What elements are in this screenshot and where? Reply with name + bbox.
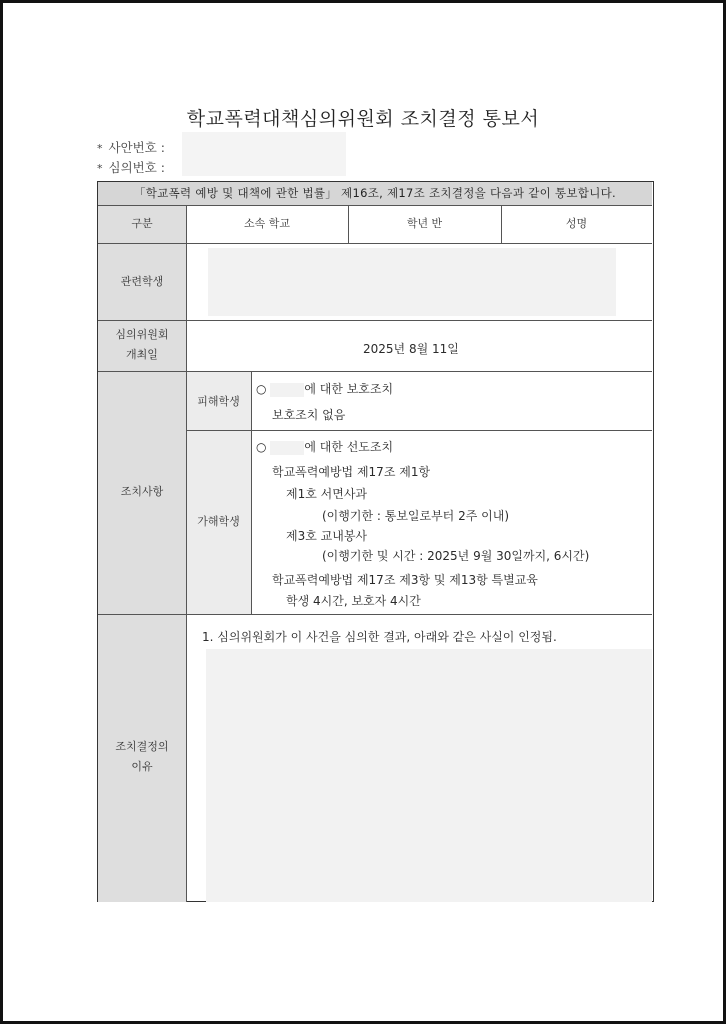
item-1-deadline: (이행기한 : 통보일로부터 2주 이내) [322, 509, 509, 523]
redacted-case-numbers [182, 132, 346, 176]
col-category: 구분 [131, 217, 153, 230]
redacted-victim-name [270, 383, 304, 397]
item-1: 제1호 서면사과 [286, 487, 368, 501]
case-number-row [97, 138, 165, 156]
victim-label: 피해학생 [197, 395, 240, 408]
row-students-label: 관련학생 [120, 275, 164, 288]
hearing-number-label: 심의번호 : [108, 160, 165, 175]
row-meeting-label-line1: 심의위원회 [115, 328, 169, 341]
case-number-label: 사안번호 : [108, 140, 165, 155]
col-grade-class: 학년 반 [406, 217, 443, 230]
document-title: 학교폭력대책심의위원회 조치결정 통보서 [186, 108, 540, 130]
row-reason-label-line2: 이유 [131, 760, 153, 773]
bullet-icon: * [97, 162, 103, 175]
notice-header: 「학교폭력 예방 및 대책에 관한 법률」 제16조, 제17조 조치결정을 다음과 같이 통보합니다. [98, 182, 652, 205]
redacted-reason-body [206, 649, 652, 902]
label-column-shade [98, 206, 186, 902]
redacted-student-info [208, 248, 616, 316]
offender-label: 가해학생 [197, 515, 240, 528]
offender-heading: 에 대한 선도조치 [304, 440, 394, 454]
col-school: 소속 학교 [243, 217, 290, 230]
redacted-offender-name [270, 441, 304, 455]
law-ref-1: 학교폭력예방법 제17조 제1항 [272, 465, 431, 479]
reason-intro: 1. 심의위원회가 이 사건을 심의한 결과, 아래와 같은 사실이 인정됨. [202, 630, 557, 644]
item-3: 제3호 교내봉사 [286, 529, 368, 543]
row-measures-label: 조치사항 [120, 485, 164, 498]
row-reason-label [98, 737, 186, 777]
meeting-date: 2025년 8월 11일 [363, 342, 459, 356]
row-reason-label-line1: 조치결정의 [115, 740, 169, 753]
decision-table [97, 181, 654, 902]
hearing-number-row [97, 158, 165, 176]
offender-heading-row [256, 438, 393, 455]
col-name: 성명 [565, 217, 588, 230]
victim-measure: 보호조치 없음 [272, 408, 346, 422]
row-meeting-label-line2: 개최일 [126, 348, 158, 361]
bullet-icon: * [97, 142, 103, 155]
law-ref-2: 학교폭력예방법 제17조 제3항 및 제13항 특별교육 [272, 573, 538, 587]
circle-icon: ○ [256, 382, 267, 396]
item-3-deadline: (이행기한 및 시간 : 2025년 9월 30일까지, 6시간) [322, 549, 590, 563]
circle-icon: ○ [256, 440, 267, 454]
special-education: 학생 4시간, 보호자 4시간 [286, 594, 421, 608]
victim-heading-row [256, 380, 393, 397]
row-meeting-label [98, 325, 186, 365]
victim-heading: 에 대한 보호조치 [304, 382, 394, 396]
